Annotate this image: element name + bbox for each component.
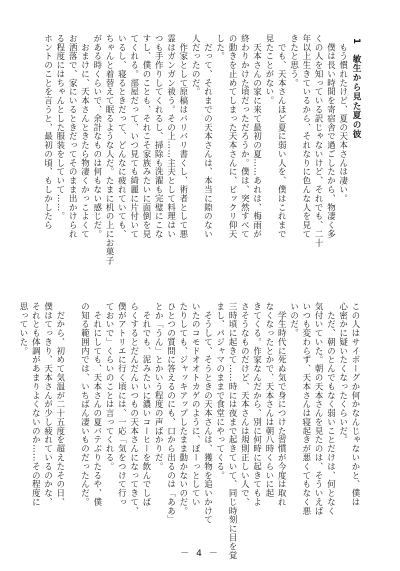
text-line: らくするとだんだんいつもの天本さんになってきて、 [129,302,140,516]
text-line: ておいで」くらいのことは言ってくれる。 [105,302,116,471]
text-line: もう慣れたけど、夏の天本さんは凄い。 [338,34,349,203]
text-line: 霊はガンガン祓う。その上……主夫として料理はい [166,34,177,239]
text-line: いのだ。 [289,302,300,338]
text-line: 見たことがない。 [264,34,275,106]
text-line: すし、僕のことも、それこそ家族みたいに面倒を見 [141,34,152,239]
text-line: 僕は長い時間を寄宿舎で過ごしたから、物凄く多 [326,34,337,239]
text-line: それとも体調があまりよくないのか……その程度に [31,302,42,507]
bottom-text-block [18,302,362,560]
text-line: まし、パジャマのままで食堂にやってくる。 [215,302,226,480]
text-line: さそうなものだけど、天本さんは規則正しい人で、 [240,302,251,507]
text-line: 僕がアトリエに行く頃には、一応「気をつけて行っ [117,302,128,507]
text-line: たりしても、ジャッキアップしたまま動かないのだ。 [178,302,189,516]
text-line: それでも、泥みたいに濃いコーヒーを飲んでしば [141,302,152,507]
text-line: お洒落で、家にいるときだってそのまま出かけられ [68,34,79,239]
text-line: の知る範囲内では、いちばん凄いものだったんだ。 [80,302,91,507]
text-line: なくなったとかで、天本さんは朝八時くらいに起 [264,302,275,498]
text-line: とか「うん」とかいう程度の声ばかりだ。 [154,302,165,471]
text-line: 作家として原稿はバリバリ書くし、術者として悪 [178,34,189,239]
text-line: 三時頃に起きて……時には夜まで起きていて、同じ時刻に目を覚 [228,302,239,560]
text-line: ホントのことを言うと、最初の頃、もしかしたら [43,34,54,230]
text-line: 気付いていた。朝の天本さんを見たのは、そういえば [314,302,325,516]
text-line: ちゃんと着替えて眠るような人だ。たまに机の上にお菓子 [105,34,116,266]
text-line: 人だったのだ。 [191,34,202,97]
text-line: ひとつの質問に答えるのにも、口から出るのは「ああ」 [166,302,177,525]
text-line: した。 [215,34,226,61]
text-line: この人はサイボーグか何かなんじゃないかと、僕は [351,302,361,507]
text-line: がある時くらいで、余計なものは何もない感じだ。 [92,34,103,239]
text-line: それにしても、天本さんの夏バテぶりたるや、僕 [92,302,103,507]
text-line: る程度にはちゃんとした服装をしていて……。 [55,34,66,221]
text-line: 年以上生きているから、それなりに色んな人を見て [301,34,312,239]
text-line: きてくる。作家なんだから、別に何時に起きてもよ [252,302,263,507]
text-line: だって、それまでの天本さんは、本当に隙のない [203,34,214,239]
page-number: － 4 － [180,549,220,559]
text-line: でも、天本さんほど夏に弱い人を、僕はこれまで [277,34,288,239]
text-line: の動きを止めてしまった天本さんに、ビックリ仰天 [228,34,239,239]
text-line [67,302,79,530]
text-line: 終わりかけた頃だっただろうか。僕は、突然すべて [240,34,251,239]
text-line [350,34,362,264]
text-line: おまけに、天本さんときたら物凄くかっこよくて [80,34,91,239]
text-line: つも手作りしてくれるし、掃除も洗濯も完璧にこな [154,34,165,239]
text-line: 思っていた。 [18,302,29,356]
text-line: くの人を知っている訳じゃないけど、それでも、二十 [314,34,325,248]
text-line: 天本さんの家に来て最初の夏……あれは、梅雨が [252,34,263,239]
text-line: そうして、そうときの天本さんは、獲物を追いかけて [203,302,214,525]
text-line: きたと思う。 [289,34,300,88]
text-line: 僕はてっきり、天本さんが少し疲れているのかな、 [43,302,54,507]
text-line: ただ、朝のとんでもなく弱いことだけは、何となく [326,302,337,516]
text-line: いつも変わらず、天本さんは寝起きが悪くてもなく悪 [301,302,312,516]
text-line: いたのコモドオオトカゲのように、ぼーっとしてい [191,302,202,507]
text-line: 心密かに疑いたくなったくらいだ。 [338,302,349,445]
text-line: だから、初めて気温が二十五度を超えたその日、 [55,302,66,507]
chapter-number: 1 [351,38,361,45]
text-line: てくれる。部屋だって、いつ見ても綺麗に片付いて [129,34,140,239]
text-line: いるし、寝るときだって、どんなに疲れていても、 [117,34,128,239]
top-text-block [42,34,362,264]
chapter-title: 敏生から見た夏の彼 [351,54,361,139]
text-line: 学生時代に死ぬ気で身につけた習慣が今度は取れ [277,302,288,507]
